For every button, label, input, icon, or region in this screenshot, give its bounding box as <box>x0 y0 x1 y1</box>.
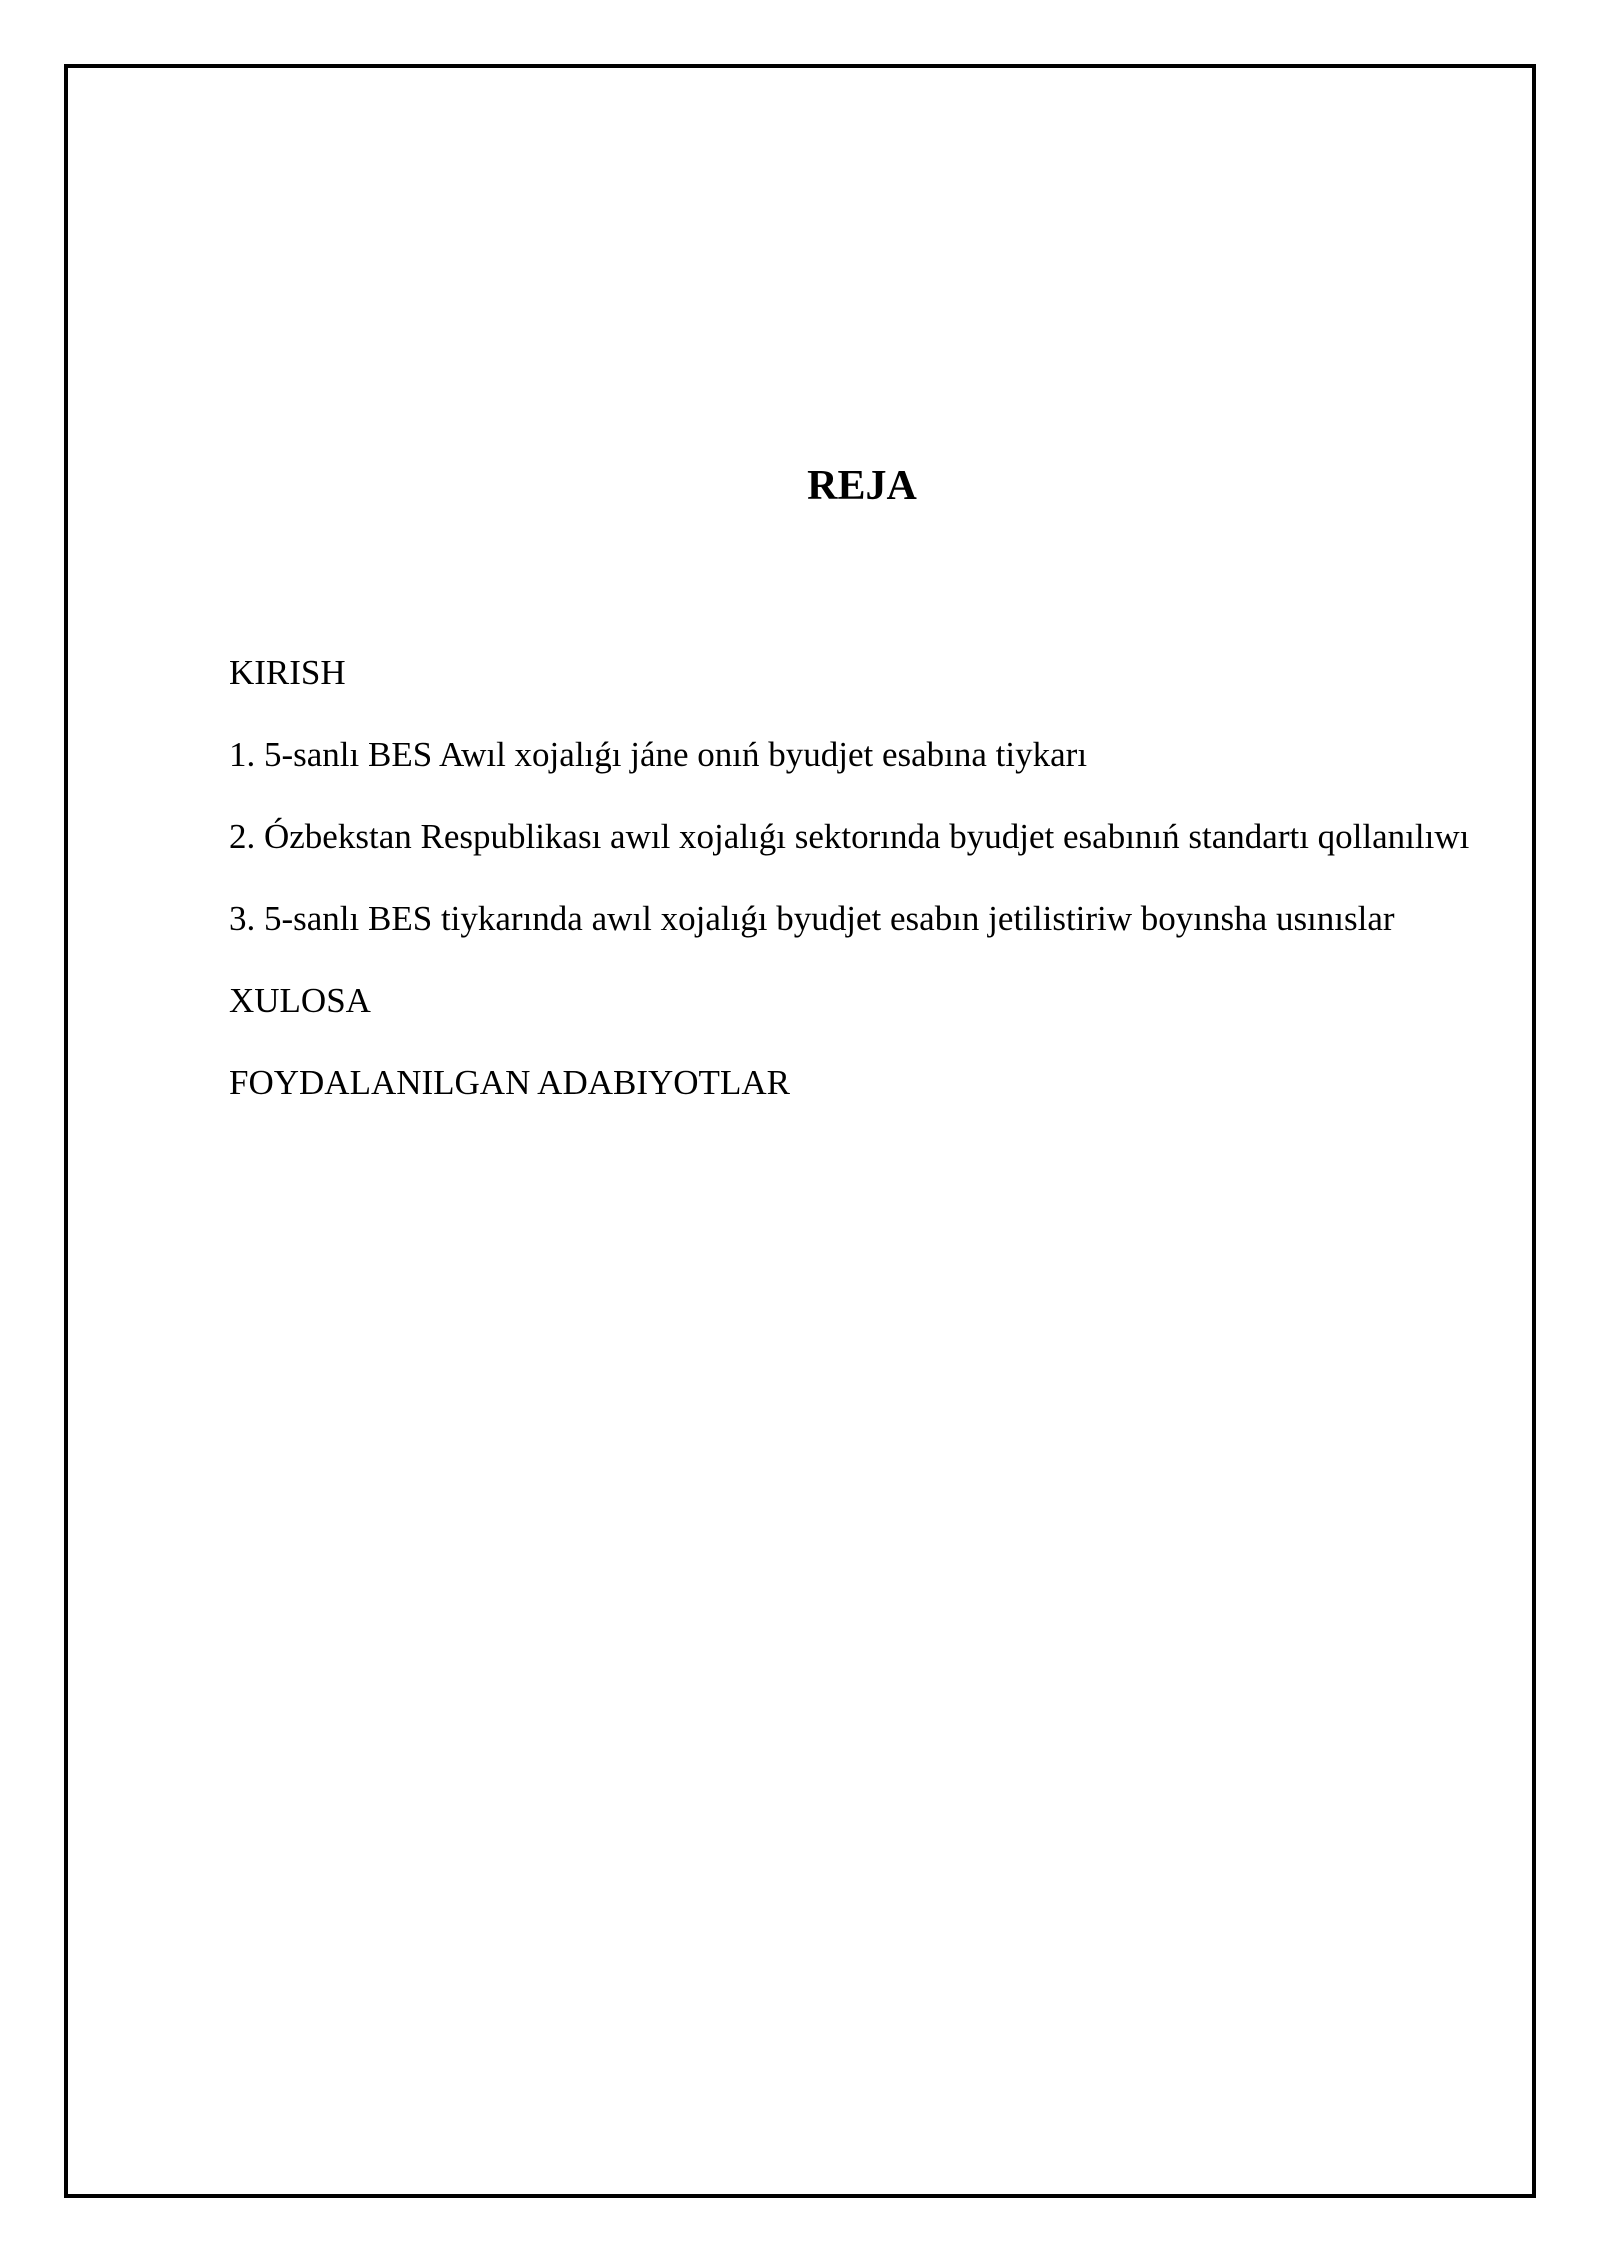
toc-item-conclusion: XULOSA <box>229 981 371 1020</box>
toc-item-3: 3. 5-sanlı BES tiykarında awıl xojalıǵı byudjet esabın jetilistiriw boyınsha usınıslar <box>229 899 1395 938</box>
toc-item-introduction: KIRISH <box>229 653 346 692</box>
toc-item-references: FOYDALANILGAN ADABIYOTLAR <box>229 1063 790 1102</box>
page-title: REJA <box>807 463 917 509</box>
table-of-contents <box>229 640 1529 1132</box>
toc-item-2: 2. Ózbekstan Respublikası awıl xojalıǵı sektorında byudjet esabınıń standartı qollanılıwı <box>229 817 1470 856</box>
toc-item-1: 1. 5-sanlı BES Awıl xojalıǵı jáne onıń byudjet esabına tiykarı <box>229 735 1088 774</box>
